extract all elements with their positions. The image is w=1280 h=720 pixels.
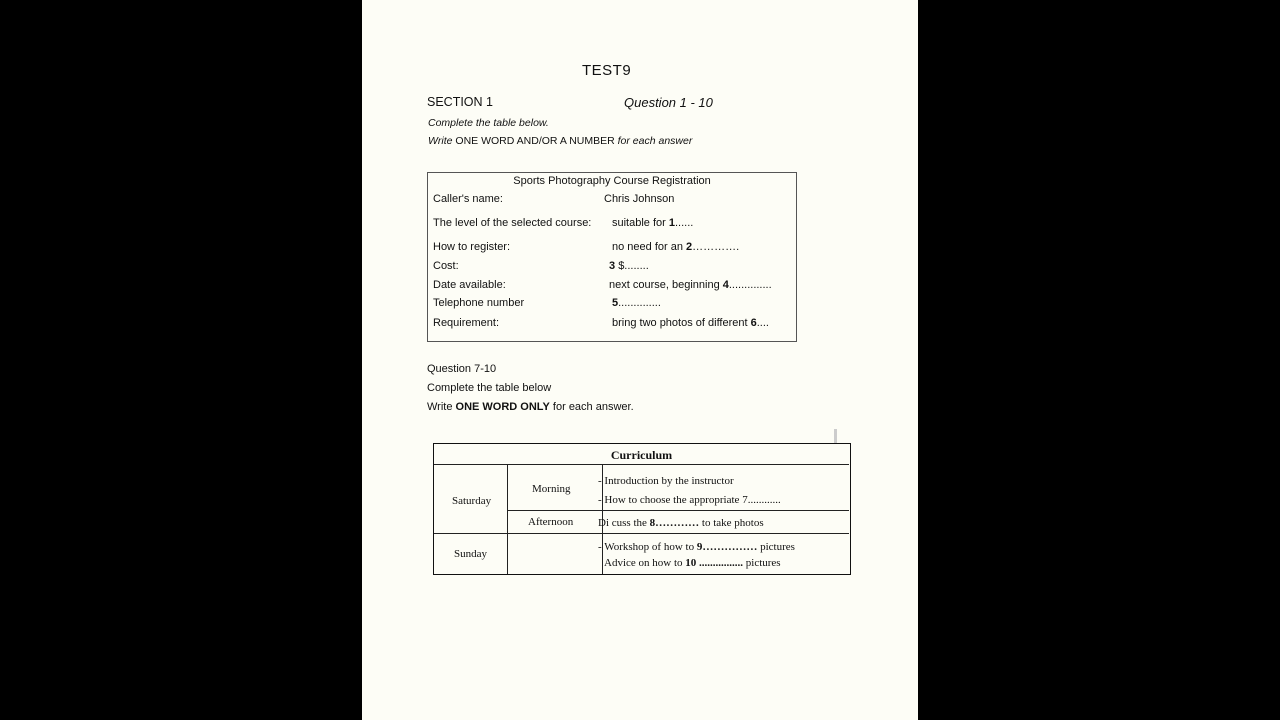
row-value-date (609, 279, 772, 291)
row-label-register: How to register: (433, 241, 511, 253)
grid-line (507, 510, 849, 511)
blank-dots: .... (756, 317, 769, 329)
part2-instruction-complete: Complete the table below (427, 382, 552, 394)
item-text-end: pictures (745, 557, 781, 569)
blank-number: 2 (686, 241, 693, 253)
blank-number: 4 (722, 279, 729, 291)
blank-dots: …………… (702, 541, 758, 553)
part2-question: Question 7-10 (427, 363, 497, 375)
part2-write-b: ONE WORD ONLY (455, 401, 550, 413)
grid-line (434, 533, 849, 534)
row-value-register (612, 241, 739, 253)
part2-instruction-write (427, 401, 634, 413)
item-text-end: pictures (760, 541, 795, 553)
blank-dots: …………. (692, 241, 740, 253)
blank-dots: .............. (618, 297, 661, 309)
blank-dots: ...... (675, 217, 694, 229)
row-value-cost (609, 260, 649, 272)
row-label-level: The level of the selected course: (433, 217, 592, 229)
blank-number: 6 (750, 317, 757, 329)
value-text: next course, beginning (609, 279, 720, 291)
row-label-cost: Cost: (433, 260, 459, 272)
curriculum-table (433, 443, 851, 575)
row-label-requirement: Requirement: (433, 317, 500, 329)
item-text: - How to choose the appropriate (598, 494, 740, 506)
item-text: - Workshop of how to (598, 541, 695, 553)
row-value-telephone (612, 297, 661, 309)
row-value-caller (604, 193, 674, 205)
blank-number: 7 (742, 494, 748, 506)
blank-dots: $........ (618, 260, 649, 272)
blank-dots: ............ (747, 494, 781, 506)
blank-number: 8 (649, 517, 656, 529)
blank-dots: ................ (699, 557, 744, 569)
row-value-level (612, 217, 693, 229)
morning-item-2 (598, 494, 781, 506)
scan-marker (834, 429, 837, 443)
row-value-requirement (612, 317, 769, 329)
grid-line (434, 464, 849, 465)
part2-write-a: Write (427, 401, 453, 413)
curriculum-heading: Curriculum (610, 448, 673, 462)
row-label-date: Date available: (433, 279, 506, 291)
registration-table (427, 172, 797, 342)
instruction-write (428, 135, 692, 147)
blank-number: 1 (668, 217, 675, 229)
sunday-item-2 (604, 557, 781, 569)
instruction-write-c: for each answer (617, 135, 693, 147)
blank-number: 10 (685, 557, 697, 569)
value-text: no need for an (612, 241, 683, 253)
instruction-write-b: ONE WORD AND/OR A NUMBER (455, 135, 615, 147)
part2-write-c: for each answer. (552, 401, 634, 413)
morning-item-1: - Introduction by the instructor (598, 475, 734, 487)
row-label-telephone: Telephone number (433, 297, 525, 309)
blank-number: 3 (609, 260, 616, 272)
day-sunday: Sunday (454, 548, 487, 560)
session-afternoon: Afternoon (528, 516, 574, 528)
afternoon-item (598, 517, 764, 529)
registration-heading: Sports Photography Course Registration (513, 175, 711, 187)
blank-dots: ………… (655, 517, 700, 529)
session-morning: Morning (532, 483, 571, 495)
document-page (362, 0, 918, 720)
value-text: suitable for (612, 217, 666, 229)
grid-line (507, 464, 508, 574)
blank-number: 5 (612, 297, 619, 309)
item-text: Advice on how to (604, 557, 683, 569)
instruction-write-a: Write (428, 135, 453, 147)
item-text-end: to take photos (701, 517, 764, 529)
value-text: bring two photos of different (612, 317, 748, 329)
row-label-caller: Caller's name: (433, 193, 503, 205)
instruction-complete: Complete the table below. (428, 117, 549, 129)
value-text: Chris Johnson (604, 193, 675, 205)
section-label: SECTION 1 (427, 95, 493, 109)
blank-number: 9 (696, 541, 703, 553)
sunday-item-1 (598, 541, 795, 553)
test-title: TEST9 (582, 62, 632, 79)
blank-dots: .............. (728, 279, 772, 291)
question-range: Question 1 - 10 (624, 95, 713, 110)
day-saturday: Saturday (452, 495, 492, 507)
item-text: Di cuss the (598, 517, 647, 529)
